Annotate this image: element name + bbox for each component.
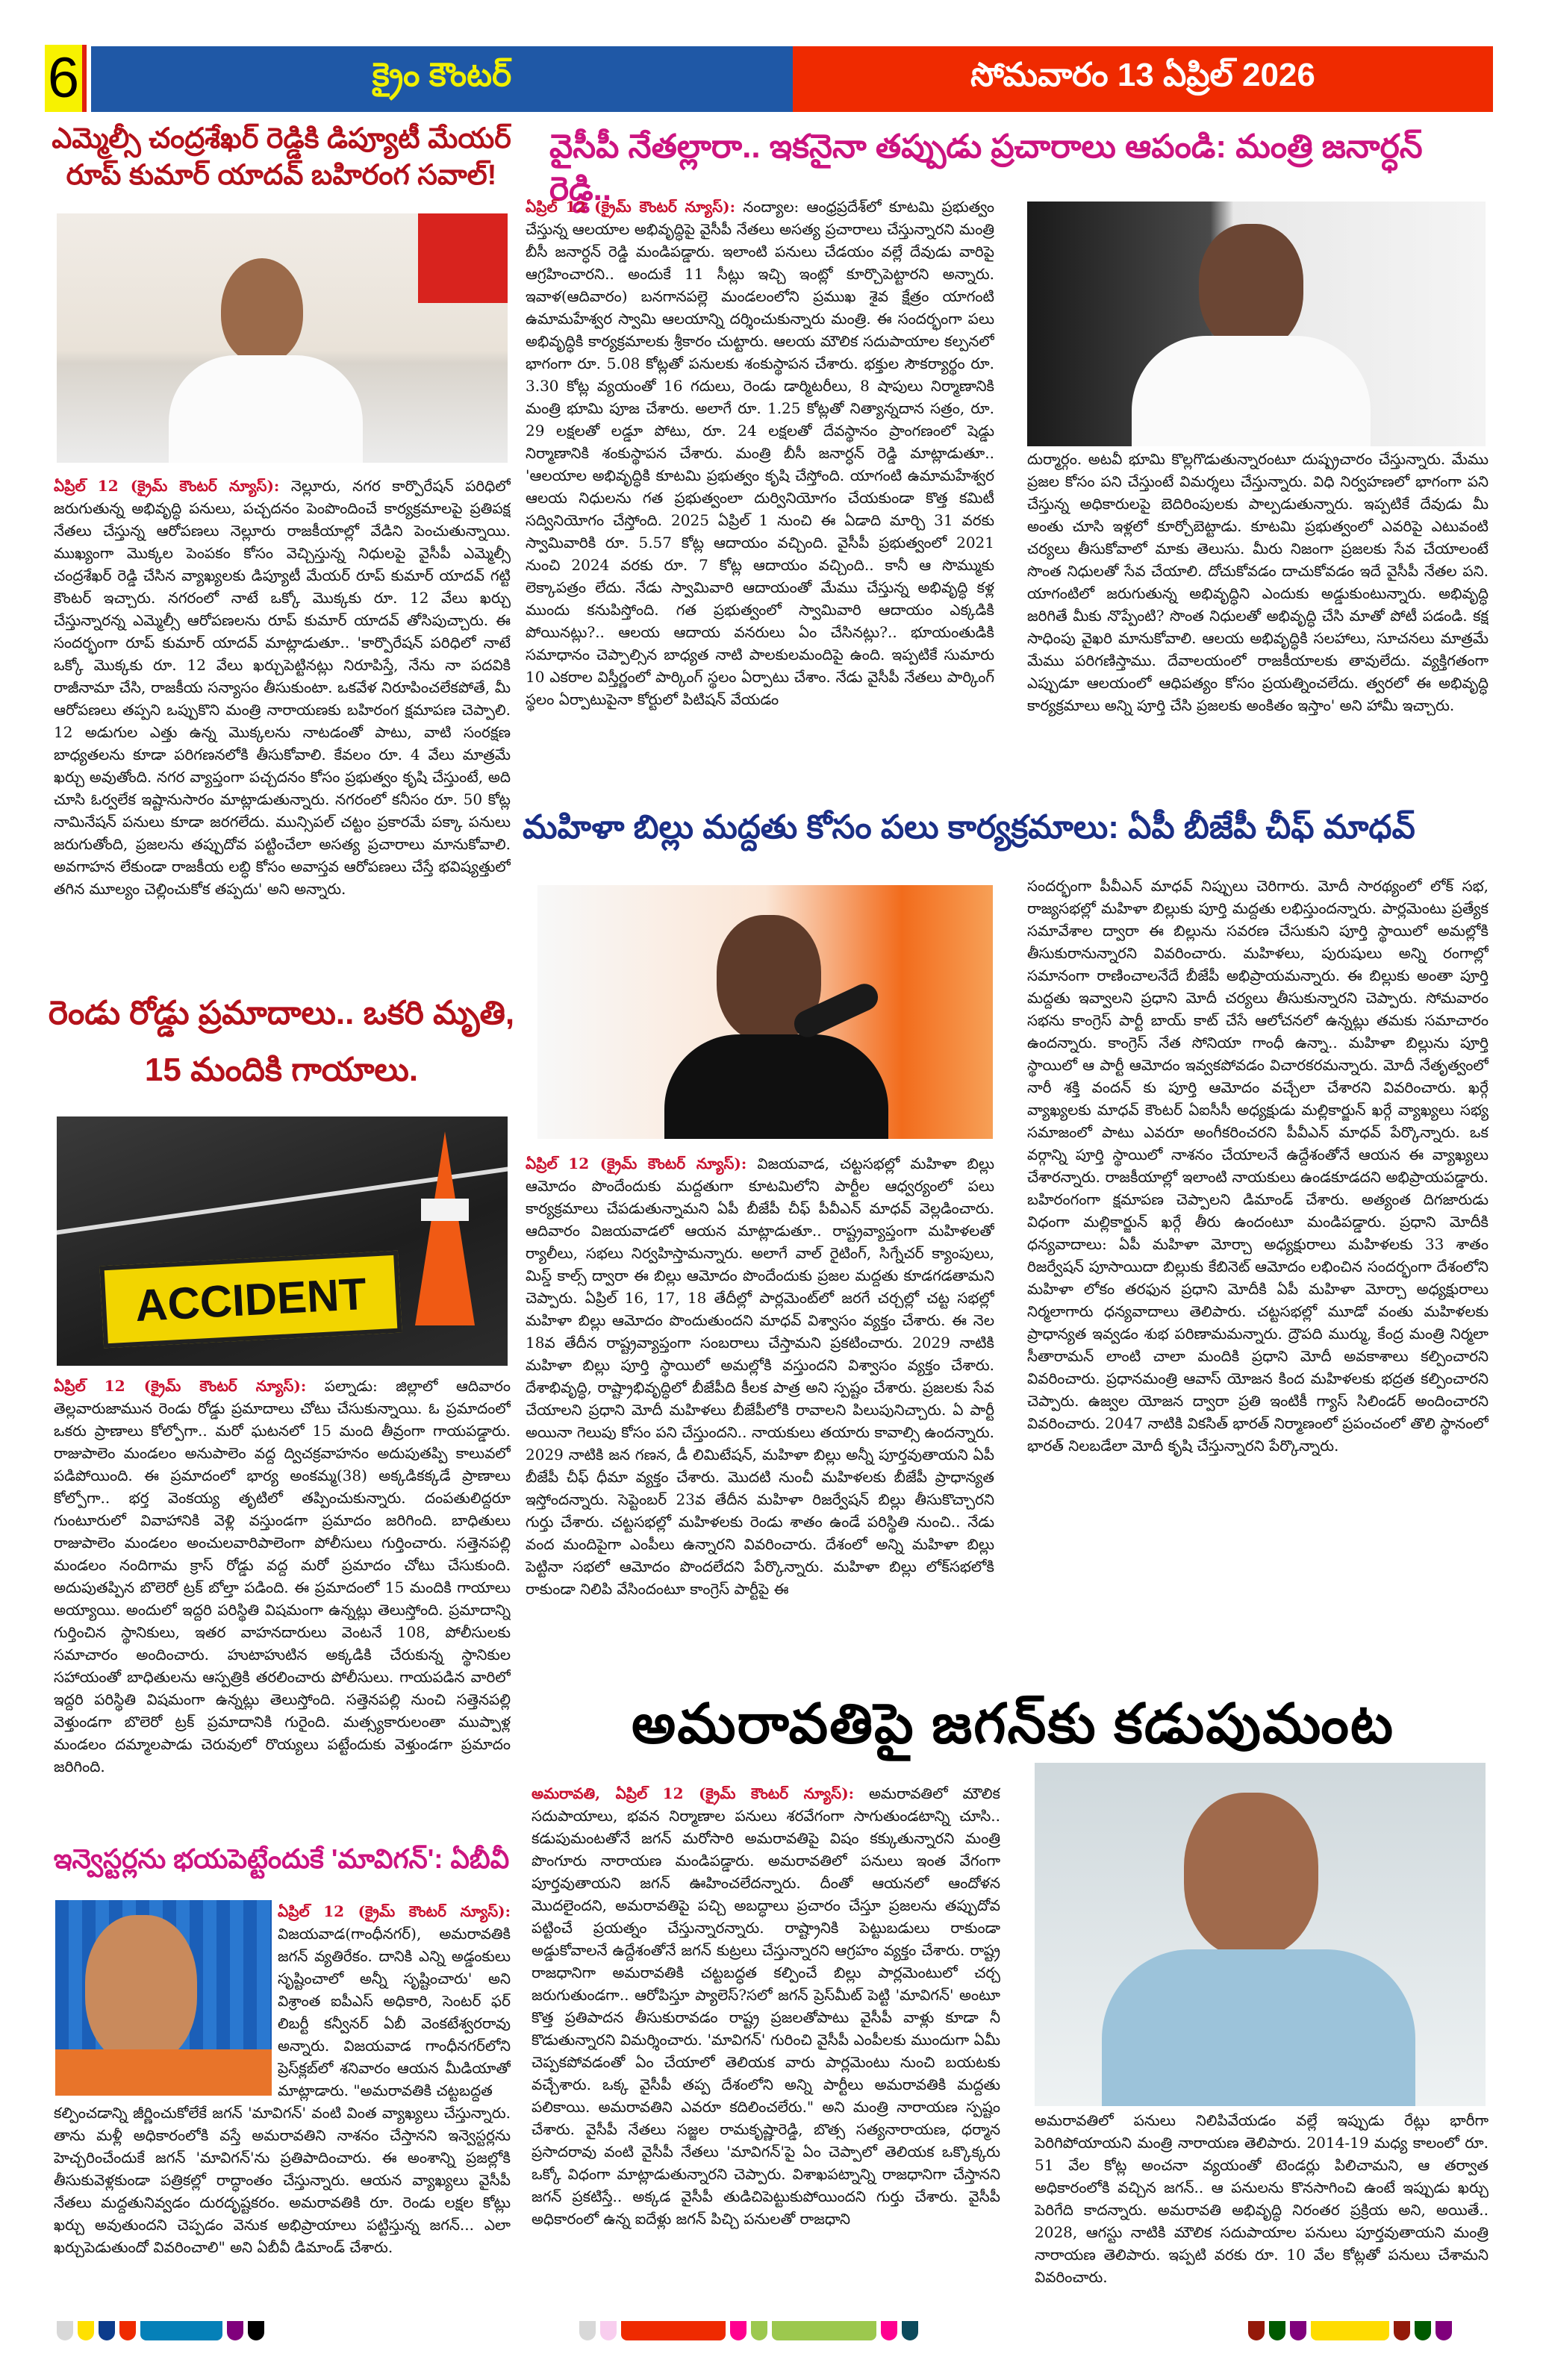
- color-register-marks-right: [1248, 2321, 1452, 2340]
- dateline: ఏప్రిల్ 12 (క్రైమ్ కౌంటర్ న్యూస్):: [54, 477, 280, 495]
- dateline: ఏప్రిల్ 12 (క్రైమ్ కౌంటర్ న్యూస్):: [526, 198, 735, 216]
- photo-accident: [57, 1116, 508, 1366]
- photo-minister-narayana: [1035, 1763, 1486, 2106]
- dateline: ఏప్రిల్ 12 (క్రైమ్ కౌంటర్ న్యూస్):: [278, 1902, 511, 1920]
- headline-janardhan: వైసీపీ నేతల్లారా.. ఇకనైనా తప్పుడు ప్రచారాలు ఆపండి: మంత్రి జనార్ధన్ రెడ్డి..: [549, 128, 1423, 208]
- article-text: నంద్యాల: ఆంధ్రప్రదేశ్‌లో కూటమి ప్రభుత్వం చేస్తున్న ఆలయాల అభివృద్ధిపై వైసీపీ నేతలు అసత్య ప్రచారాలు చేస్తున్నారని మంత్రి బీసీ జనార్ధన్ రెడ్డి మండిపడ్డారు. ఇలాంటి పనులు చేడయం వల్లే దేవుడు వారిపై ఆగ్రహించారని.. అందుకే 11 సీట్లు ఇచ్చి ఇంట్లో కూర్చొపెట్టారని అన్నారు. ఇవాళ(ఆదివారం) బనగానపల్లె మండలంలోని ప్రముఖ శైవ క్షేత్రం యాగంటి ఉమామహేశ్వర స్వామి ఆలయాన్ని దర్శించుకున్నారు మంత్రి. ఈ సందర్భంగా పలు అభివృద్ధికి కార్యక్రమాలకు శ్రీకారం చుట్టారు. ఆలయ మౌలిక సదుపాయాల కల్పనలో భాగంగా రూ. 5.08 కోట్లతో పనులకు శంకుస్థాపన చేశారు. భక్తుల సౌకర్యార్థం రూ. 3.30 కోట్ల వ్యయంతో 16 గదులు, రెండు డార్మిటరీలు, 8 షాపులు నిర్మాణానికి మంత్రి భూమి పూజ చేశారు. అలాగే రూ. 1.25 కోట్లతో నిత్యాన్నదాన సత్రం, రూ. 29 లక్షలతో లడ్డూ పోటు, రూ. 24 లక్షలతో దేవస్థానం ప్రాంగణంలో షెడ్డు నిర్మాణానికి శంకుస్థాపన చేశారు. మంత్రి బీసీ జనార్ధన్ రెడ్డి మాట్లాడుతూ.. 'ఆలయాల అభివృద్ధికి కూటమి ప్రభుత్వం కృషి చేస్తోంది. యాగంటి ఉమామహేశ్వర ఆలయ నిధులను గత ప్రభుత్వంలా దుర్వినియోగం చేయకుండా కొత్త కమిటీ సద్వినియోగం చేస్తోంది. 2025 ఏప్రిల్ 1 నుంచి ఈ ఏడాది మార్చి 31 వరకు స్వామివారికి రూ. 5.57 కోట్ల ఆదాయం వచ్చింది. వైసీపీ ప్రభుత్వంలో 2021 నుంచి 2024 వరకు రూ. 7 కోట్ల ఆదాయం వచ్చింది.. కానీ ఆ సొమ్ముకు లెక్కాపత్రం లేదు. నేడు స్వామివారి ఆదాయంతో మేము చేస్తున్న అభివృద్ధి కళ్ల ముందు కనుపిస్తోంది. గత ప్రభుత్వంలో స్వామివారి ఆదాయం ఎక్కడికి పోయినట్లు?.. ఆలయ ఆదాయ వనరులు ఏం చేసినట్లు?.. భూయంతుడికి సమాధానం చెప్పాల్సిన బాధ్యత నాటి పాలకులమందిపై ఉంది. ఇప్పటికే సుమారు 10 ఎకరాల విస్తీర్ణంలో పార్కింగ్ స్థలం ఏర్పాటు చేశాం. నేడు వైసీపీ నేతలు పార్కింగ్ స్థలం ఏర్పాటుపైనా కోర్టులో పిటిషన్ వేయడం: [526, 198, 994, 708]
- color-register-marks-left: [57, 2321, 264, 2340]
- headline-amaravati: అమరావతిపై జగన్‌కు కడుపుమంట: [632, 1693, 1394, 1755]
- color-register-marks-center: [579, 2321, 918, 2340]
- newspaper-brand: క్రైం కౌంటర్: [91, 46, 793, 112]
- article-body-amaravati: [532, 1782, 1000, 2312]
- photo-minister-janardhan: [1027, 202, 1486, 446]
- article-text: కల్పించడాన్ని జీర్ణించుకోలేకే జగన్ 'మావిగన్' వంటి వింత వ్యాఖ్యలు చేస్తున్నారు. తాను మళ్లీ అధికారంలోకి వస్తే అమరావతిని నాశనం చేస్తానని ఇన్వెస్టర్లను హెచ్చరించేందుకే జగన్ 'మావిగన్'ను ప్రతిపాదించారు. ఈ అంశాన్ని ప్రజల్లోకి తీసుకువెళ్లకుండా పత్రికల్లో రాద్ధాంతం చేస్తున్నారు. ఆయన వ్యాఖ్యలు వైసీపీ నేతలు మద్దతునివ్వడం దురదృష్టకరం. అమరావతికి రూ. రెండు లక్షల కోట్లు ఖర్చు అవుతుందని చెప్పడం వెనుక అభిప్రాయాలు పట్టిస్తున్న జగన్... ఎలా ఖర్చుపెడుతుందో వివరించాలి" అని ఏబీవీ డిమాండ్ చేశారు.: [54, 2104, 511, 2256]
- headline-deputy-mayor: ఎమ్మెల్సీ చంద్రశేఖర్ రెడ్డికి డిప్యూటీ మేయర్ రూప్ కుమార్ యాదవ్ బహిరంగ సవాల్!: [52, 123, 511, 192]
- article-text: విజయవాడ, చట్టసభల్లో మహిళా బిల్లు ఆమోదం పొందేందుకు మద్దతుగా కూటమిలోని పార్టీల ఆధ్వర్యంలో పలు కార్యక్రమాలు చేపడుతున్నామని ఏపీ బీజేపీ చీఫ్ పీవీఎన్ మాధవ్ వెల్లడించారు. ఆదివారం విజయవాడలో ఆయన మాట్లాడుతూ.. రాష్ట్రవ్యాప్తంగా మహిళలతో ర్యాలీలు, సభలు నిర్వహిస్తామన్నారు. అలాగే వాల్ రైటింగ్, సిగ్నేచర్ క్యాంపులు, మిస్డ్ కాల్స్ ద్వారా ఈ బిల్లు ఆమోదం పొందేందుకు ప్రజల మద్దతు కూడగడతామని చెప్పారు. ఏప్రిల్ 16, 17, 18 తేదీల్లో పార్లమెంట్‌లో జరగే చర్చల్లో చట్ట సభల్లో మహిళా బిల్లు ఆమోదం పొందుతుందని మాధవ్ విశ్వాసం వ్యక్తం చేశారు. ఈ నెల 18వ తేదీన రాష్ట్రవ్యాప్తంగా సంబరాలు చేస్తామని ప్రకటించారు. 2029 నాటికి మహిళా బిల్లు పూర్తి స్థాయిలో అమల్లోకి వస్తుందని విశ్వాసం వ్యక్తం చేశారు. దేశాభివృద్ధి, రాష్ట్రాభివృద్ధిలో బీజేపీది కీలక పాత్ర అని స్పష్టం చేశారు. ప్రజలకు సేవ చేయాలని ప్రధాని మోదీ మహిళలు బీజేపీలోకి రావాలని పిలుపునిచ్చారు. ఏ పార్టీ అయినా గెలుపు కోసం పని చేస్తుందని.. నాయకులు తయారు కావాల్సి ఉందన్నారు. 2029 నాటికి జన గణన, డీ లిమిటేషన్, మహిళా బిల్లు అన్నీ పూర్తవుతాయని ఏపీ బీజేపీ చీఫ్ ధీమా వ్యక్తం చేశారు. మొదటి నుంచీ మహిళలకు బీజేపీ ప్రాధాన్యత ఇస్తోందన్నారు. సెప్టెంబర్ 23వ తేదీన మహిళా రిజర్వేషన్ బిల్లు తీసుకొచ్చారని గుర్తు చేశారు. చట్టసభల్లో మహిళలకు రెండు శాతం ఉండే పరిస్థితి నుంచి.. నేడు వంద మందిపైగా ఎంపీలు ఉన్నారని వివరించారు. దేశంలో అన్ని మహిళా బిల్లు పెట్టినా సభలో ఆమోదం పొందలేదని పేర్కొన్నారు. మహిళా బిల్లు లోక్‌సభలోకి రాకుండా నిలిపి వేసిందంటూ కాంగ్రెస్ పార్టీపై ఈ: [526, 1155, 994, 1598]
- article-text: సందర్భంగా పీవీఎన్ మాధవ్ నిప్పులు చెరిగారు. మోదీ సారథ్యంలో లోక్ సభ, రాజ్యసభల్లో మహిళా బిల్లుకు పూర్తి మద్దతు లభిస్తుందన్నారు. పార్లమెంటు ప్రత్యేక సమావేశాల ద్వారా ఈ బిల్లును సవరణ చేసుకుని పూర్తి స్థాయిలో అమల్లోకి తీసుకురానున్నారని వివరించారు. మహిళలు, పురుషులు అన్ని రంగాల్లో సమానంగా రాణించాలనేదే బీజేపీ అభిప్రాయమన్నారు. ఈ బిల్లుకు అంతా పూర్తి మద్దతు ఇవ్వాలని ప్రధాని మోదీ చర్యలు తీసుకున్నారని చెప్పారు. సోమవారం సభను కాంగ్రెస్ పార్టీ బాయ్ కాట్ చేసే ఆలోచనలో ఉన్నట్లు తమకు సమాచారం ఉందన్నారు. కాంగ్రెస్ నేత సోనియా గాంధీ ఉన్నా.. మహిళా బిల్లును పూర్తి స్థాయిలో ఆ పార్టీ ఆమోదం ఇవ్వకపోవడం విచారకరమన్నారు. మోదీ నేతృత్వంలో నారీ శక్తి వందన్ కు పూర్తి ఆమోదం వచ్చేలా చేశారని వివరించారు. ఖర్గే వ్యాఖ్యలకు మాధవ్ కౌంటర్ ఏఐసీసీ అధ్యక్షుడు మల్లికార్జున్ ఖర్గే వ్యాఖ్యలు సభ్య సమాజంలో పాటు ఎవరూ అంగీకరించరని పీవీఎన్ మాధవ్ పేర్కొన్నారు. ఒక వర్గాన్ని పూర్తి స్థాయిలో నాశనం చేయాలనే ఉద్దేశంతోనే ఆయన ఈ వ్యాఖ్యలు చేశారన్నారు. రాజకీయాల్లో ఇలాంటి నాయకులు ఉండకూడదని అభిప్రాయపడ్డారు. బహిరంగంగా క్షమాపణ చెప్పాలని డిమాండ్ చేశారు. అత్యంత దిగజారుడు విధంగా మల్లికార్జున్ ఖర్గే తీరు ఉందంటూ మండిపడ్డారు. ప్రధాని మోదీకి ధన్యవాదాలు: ఏపీ మహిళా మోర్చా అధ్యక్షురాలు మహిళలకు 33 శాతం రిజర్వేషన్ పూసాయిదా బిల్లుకు కేబినెట్ ఆమోదం లభించిన సందర్భంగా దేశంలోని మహిళా లోకం తరఫున ప్రధాని మోదీకి ఏపీ మహిళా మోర్చా అధ్యక్షురాలు నిర్మలాగారు ధన్యవాదాలు తెలిపారు. చట్టసభల్లో మూడో వంతు మహిళలకు ప్రాధాన్యత ఇవ్వడం శుభ పరిణామమన్నారు. ద్రౌపది ముర్ము, కేంద్ర మంత్రి నిర్మలా సీతారామన్ లాంటి చాలా మందికి ప్రధాని మోదీ అవకాశాలు కల్పించారని వివరించారు. ప్రధానమంత్రి ఆవాస్ యోజన కింద మహిళలకు భద్రత కల్పించారని చెప్పారు. ఉజ్వల యోజన ద్వారా ప్రతి ఇంటికీ గ్యాస్ సిలిండర్ అందించారని వివరించారు. 2047 నాటికి వికసిత్ భారత్ నిర్మాణంలో ప్రపంచంలో తొలి స్థానంలో భారత్ నిలబడేలా మోదీ కృషి చేస్తున్నారని పేర్కొన్నారు.: [1027, 877, 1489, 1455]
- article-body-janardhan-cont: [1027, 448, 1489, 787]
- issue-date: సోమవారం 13 ఏప్రిల్ 2026: [793, 46, 1493, 112]
- dateline: అమరావతి, ఏప్రిల్ 12 (క్రైమ్ కౌంటర్ న్యూస్):: [532, 1784, 855, 1802]
- dateline: ఏప్రిల్ 12 (క్రైమ్ కౌంటర్ న్యూస్):: [526, 1155, 747, 1172]
- article-text: దుర్మార్గం. అటవీ భూమి కొల్లగొడుతున్నారంటూ దుష్ప్రచారం చేస్తున్నారు. మేము ప్రజల కోసం పని చేస్తుంటే విమర్శలు చేస్తున్నారు. విధి నిర్వహణలో భాగంగా పని చేస్తున్న అధికారులపై బెదిరింపులకు పాల్పడుతున్నారు. ఇప్పటికే దేవుడు మీ అంతు చూసి ఇళ్లలో కూర్చోబెట్టాడు. కూటమి ప్రభుత్వంలో ఎవరిపై ఎటువంటి చర్యలు తీసుకోవాలో మాకు తెలుసు. మీరు నిజంగా ప్రజలకు సేవ చేయాలంటే సొంత నిధులతో సేవ చేయాలి. దోచుకోవడం దాచుకోవడం ఇదే వైసీపీ నేతల పని. యాగంటిలో జరుగుతున్న అభివృద్ధిని ఎందుకు అడ్డుకుంటున్నారు. అభివృద్ధి జరిగితే మీకు నొప్పేంటి? సొంత నిధులతో అభివృద్ధి చేసి మాతో పోటీ పడండి. కక్ష సాధింపు వైఖరి మానుకోవాలి. ఆలయ అభివృద్ధికి సలహాలు, సూచనలు మాత్రమే మేము పరిగణిస్తాము. దేవాలయంలో రాజకీయాలకు తావులేదు. వ్యక్తిగతంగా ఎప్పుడూ ఆలయంలో ఆధిపత్యం కోసం ప్రయత్నించలేదు. త్వరలో ఈ అభివృద్ధి కార్యక్రమాలు అన్ని పూర్తి చేసి ప్రజలకు అంకితం ఇస్తాం' అని హామీ ఇచ్చారు.: [1027, 450, 1489, 714]
- article-text: అమరావతిలో పనులు నిలిపివేయడం వల్లే ఇప్పుడు రేట్లు భారీగా పెరిగిపోయాయని మంత్రి నారాయణ తెలిపారు. 2014-19 మధ్య కాలంలో రూ. 51 వేల కోట్ల అంచనా వ్యయంతో టెండర్లు పిలిచామని, ఆ తర్వాత అధికారంలోకి వచ్చిన జగన్.. ఆ పనులను కొనసాగించి ఉంటే ఇప్పుడు ఖర్చు పెరిగేది కాదన్నారు. అమరావతి అభివృద్ధి నిరంతర ప్రక్రియ అని, అయితే.. 2028, ఆగస్టు నాటికి మౌలిక సదుపాయాల పనులు పూర్తవుతాయని మంత్రి నారాయణ తెలిపారు. ఇప్పటి వరకు రూ. 10 వేల కోట్లతో పనులు చేశామని వివరించారు.: [1035, 2111, 1489, 2286]
- article-body-accident: [54, 1375, 511, 1823]
- article-text: పల్నాడు: జిల్లాలో ఆదివారం తెల్లవారుజామున రెండు రోడ్డు ప్రమాదాలు చోటు చేసుకున్నాయి. ఓ ప్రమాదంలో ఒకరు ప్రాణాలు కోల్పోగా.. మరో ఘటనలో 15 మంది తీవ్రంగా గాయపడ్డారు. రాజుపాలెం మండలం అనుపాలెం వద్ద ద్విచక్రవాహనం అదుపుతప్పి కాలువలో పడిపోయింది. ఈ ప్రమాదంలో భార్య అంకమ్మ(38) అక్కడికక్కడే ప్రాణాలు కోల్పోగా.. భర్త వెంకయ్య తృటిలో తప్పించుకున్నారు. దంపతులిద్దరూ గుంటూరులో వివాహానికి వెళ్లి వస్తుండగా ప్రమాదం జరిగింది. బాధితులు రాజుపాలెం మండలం అంచులవారిపాలెంగా పోలీసులు గుర్తించారు. సత్తెనపల్లి మండలం నందిగామ క్రాస్ రోడ్డు వద్ద మరో ప్రమాదం చోటు చేసుకుంది. అదుపుతప్పిన బొలెరో ట్రక్ బోల్తా పడింది. ఈ ప్రమాదంలో 15 మందికి గాయాలు అయ్యాయి. అందులో ఇద్దరి పరిస్థితి విషమంగా ఉన్నట్లు తెలుస్తోంది. ప్రమాదాన్ని గుర్తించిన స్థానికులు, ఇతర వాహనదారులు వెంటనే 108, పోలీసులకు సమాచారం అందించారు. హుటాహుటిన అక్కడికి చేరుకున్న స్థానికుల సహాయంతో బాధితులను ఆస్పత్రికి తరలించారు పోలీసులు. గాయపడిన వారిలో ఇద్దరి పరిస్థితి విషమంగా ఉన్నట్లు తెలుస్తోంది. సత్తెనపల్లి నుంచి సత్తెనపల్లి వెళ్తుండగా బొలెరో ట్రక్ ప్రమాదానికి గురైంది. మత్స్యకారులంతా ముప్పాళ్ల మండలం దమ్మాలపాడు చెరువులో రొయ్యలు పట్టేందుకు వెళ్తుండగా ప్రమాదం జరిగింది.: [54, 1377, 511, 1775]
- accident-sign: ACCIDENT: [99, 1251, 402, 1349]
- headline-madhav: మహిళా బిల్లు మద్దతు కోసం పలు కార్యక్రమాలు: ఏపీ బీజేపీ చీఫ్ మాధవ్: [523, 809, 1415, 846]
- article-body-madhav-cont: [1027, 875, 1489, 1673]
- article-text: అమరావతిలో మౌలిక సదుపాయాలు, భవన నిర్మాణాల పనులు శరవేగంగా సాగుతుండటాన్ని చూసి.. కడుపుమంటతోనే జగన్ మరోసారి అమరావతిపై విషం కక్కుతున్నారని మంత్రి పొంగూరు నారాయణ మండిపడ్డారు. అమరావతిలో పనులు ఇంత వేగంగా పూర్తవుతాయని జగన్ ఊహించలేదన్నారు. దీంతో ఆయనలో ఆందోళన మొదలైందని, అమరావతిపై పచ్చి అబద్ధాలు ప్రచారం చేస్తూ ప్రజలను తప్పుదోవ పట్టించే ప్రయత్నం చేస్తున్నారన్నారు. రాష్ట్రానికి పెట్టుబడులు రాకుండా అడ్డుకోవాలనే ఉద్దేశంతోనే జగన్ కుట్రలు చేస్తున్నారని ఆగ్రహం వ్యక్తం చేశారు. రాష్ట్ర రాజధానిగా అమరావతికి చట్టబద్ధత కల్పించే బిల్లు పార్లమెంటులో చర్చ జరుగుతుండగా.. ఆరోపిస్తూ ప్యాలెస్?సలో జగన్ ప్రెస్‌మీట్ పెట్టి 'మావిగన్' అంటూ కొత్త ప్రతిపాదన తీసుకురావడం రాష్ట్ర ప్రజలతోపాటు వైసీపీ వాళ్లు కూడా నీ కొడుతున్నారని విమర్శించారు. 'మావిగన్' గురించి వైసీపీ ఎంపీలకు ముందుగా ఏమీ చెప్పకపోవడంతో ఏం చేయాలో తెలియక వారు పార్లమెంటు నుంచి బయటకు వచ్చేశారు. ఒక్క వైసీపీ తప్ప దేశంలోని అన్ని పార్టీలు అమరావతికి మద్దతు పలికాయి. అమరావతిని ఎవరూ కదిలించలేరు." అని మంత్రి నారాయణ స్పష్టం చేశారు. వైసీపీ నేతలు సజ్జల రామకృష్ణారెడ్డి, బొత్స సత్యనారాయణ, ధర్మాన ప్రసాదరావు వంటి వైసీపీ నేతలు 'మావిగన్'పై ఏం చెప్పాలో తెలియక ఒక్కొక్కరు ఒక్కో విధంగా మాట్లాడుతున్నారని చెప్పారు. విశాఖపట్నాన్ని రాజధానిగా చేస్తానని జగన్ ప్రకటిస్తే.. అక్కడ వైసీపీ తుడిచిపెట్టుకుపోయిందని గుర్తు చేశారు. వైసీపీ అధికారంలో ఉన్న ఐదేళ్లు జగన్ పిచ్చి పనులతో రాజధాని: [532, 1784, 1000, 2228]
- dateline: ఏప్రిల్ 12 (క్రైమ్ కౌంటర్ న్యూస్):: [54, 1377, 307, 1395]
- photo-abv: [55, 1900, 272, 2096]
- article-body-janardhan: [526, 196, 994, 785]
- headline-accident: రెండు రోడ్డు ప్రమాదాలు.. ఒకరి మృతి, 15 మందికి గాయాలు.: [48, 995, 515, 1088]
- traffic-cone-icon: [415, 1131, 475, 1325]
- page-number: 6: [45, 45, 87, 112]
- article-text: విజయవాడ(గాంధీనగర్), అమరావతికి జగన్ వ్యతిరేకం. దానికి ఎన్ని అడ్డంకులు సృష్టించాలో అన్నీ సృష్టించారు' అని విశ్రాంత ఐపీఎస్ అధికారి, సెంటర్ ఫర్ లిబర్టీ కన్వీనర్ ఏబీ వెంకటేశ్వరరావు అన్నారు. విజయవాడ గాంధీనగర్‌లోని ప్రెస్‌క్లబ్‌లో శనివారం ఆయన మీడియాతో మాట్లాడారు. "అమరావతికి చట్టబద్ధత: [278, 1925, 511, 2099]
- photo-deputy-mayor: [57, 213, 508, 463]
- article-text: నెల్లూరు, నగర కార్పొరేషన్ పరిధిలో జరుగుతున్న అభివృద్ధి పనులు, పచ్చదనం పెంపొందించే కార్యక్రమాలపై ప్రతిపక్ష నేతలు చేస్తున్న ఆరోపణలు నెల్లూరు రాజకీయాల్లో వేడిని పెంచుతున్నాయి. ముఖ్యంగా మొక్కల పెంపకం కోసం వెచ్చిస్తున్న నిధులపై వైసీపీ ఎమ్మెల్సీ చంద్రశేఖర్ రెడ్డి చేసిన వ్యాఖ్యలకు డిప్యూటీ మేయర్ రూప్ కుమార్ యాదవ్ గట్టి కౌంటర్ ఇచ్చారు. నగరంలో నాటే ఒక్కో మొక్కకు రూ. 12 వేలు ఖర్చు చేస్తున్నారన్న ఎమ్మెల్సీ ఆరోపణలను రూప్ కుమార్ యాదవ్ తోసిపుచ్చారు. ఈ సందర్భంగా రూప్ కుమార్ యాదవ్ మాట్లాడుతూ.. 'కార్పొరేషన్ పరిధిలో నాటే ఒక్కో మొక్కకు రూ. 12 వేలు ఖర్చుపెట్టినట్లు నిరూపిస్తే, నేను నా పదవికి రాజీనామా చేసి, రాజకీయ సన్యాసం తీసుకుంటా. ఒకవేళ నిరూపించలేకపోతే, మీ ఆరోపణలు తప్పని ఒప్పుకొని మంత్రి నారాయణకు బహిరంగ క్షమాపణ చెప్పాలి. 12 అడుగుల ఎత్తు ఉన్న మొక్కలను నాటడంతో పాటు, వాటి సంరక్షణ బాధ్యతలను కూడా పరిగణనలోకి తీసుకోవాలి. కేవలం రూ. 4 వేలు మాత్రమే ఖర్చు అవుతోంది. నగర వ్యాప్తంగా పచ్చదనం కోసం ప్రభుత్వం కృషి చేస్తుంటే, అది చూసి ఓర్వలేక ఇష్టానుసారం మాట్లాడుతున్నారు. నగరంలో కనీసం రూ. 50 కోట్ల నామినేషన్ పనులు కూడా జరగలేదు. మున్సిపల్ చట్టం ప్రకారమే పక్కా పనులు జరుగుతోంది, ప్రజలను తప్పుదోవ పట్టించేలా అసత్య ప్రచారాలు మానుకోవాలి. అవగాహన లేకుండా రాజకీయ లబ్ధి కోసం అవాస్తవ ఆరోపణలు చేస్తే భవిష్యత్తులో తగిన మూల్యం చెల్లించుకోక తప్పదు' అని అన్నారు.: [54, 477, 511, 898]
- article-body-deputy-mayor: [54, 475, 511, 967]
- article-body-abv: [54, 2102, 511, 2311]
- article-body-abv-side: [278, 1900, 511, 2102]
- headline-abv: ఇన్వెస్టర్లను భయపెట్టేందుకే 'మావిగన్': ఏబీవీ: [53, 1843, 510, 1874]
- article-body-madhav: [526, 1152, 994, 1675]
- article-body-amaravati-cont: [1035, 2109, 1489, 2311]
- photo-madhav: [537, 885, 993, 1139]
